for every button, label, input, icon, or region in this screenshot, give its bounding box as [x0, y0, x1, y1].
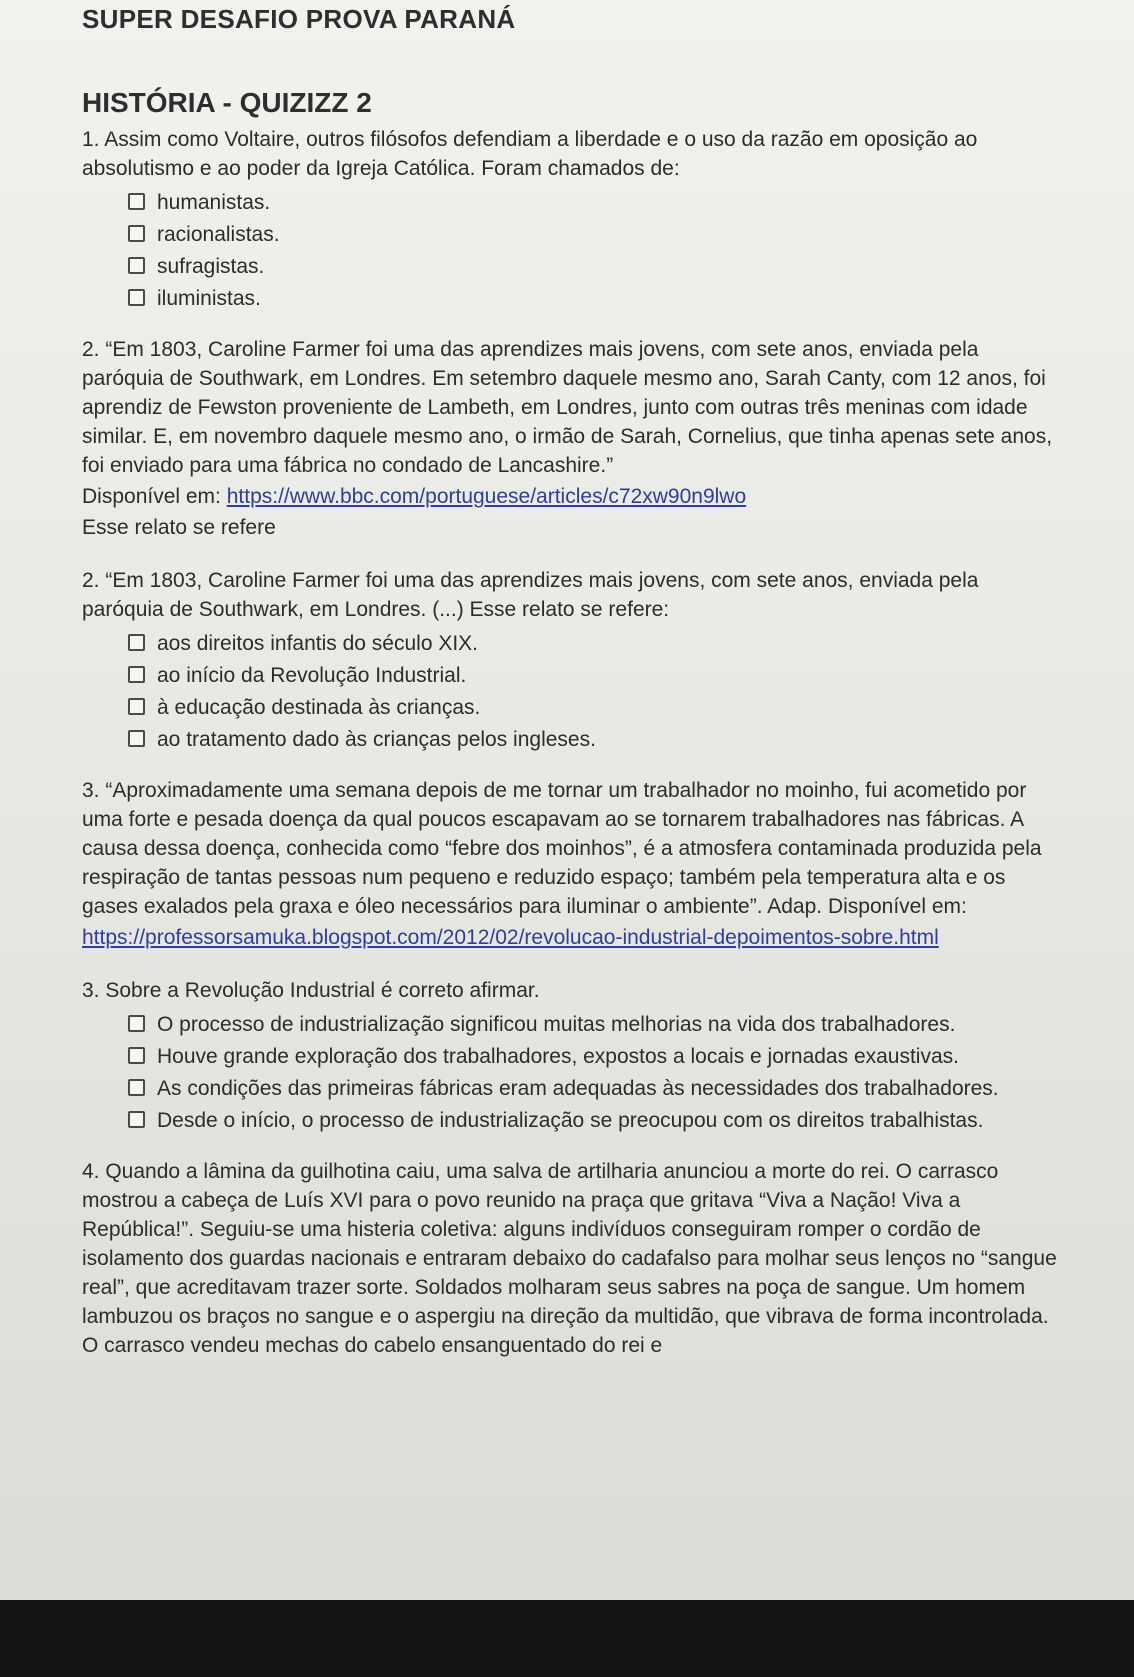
checkbox[interactable]	[128, 225, 145, 242]
source-link[interactable]: https://professorsamuka.blogspot.com/2012/02/revolucao-industrial-depoimentos-sobre.html	[82, 926, 939, 949]
option-q2-c[interactable]	[128, 695, 1062, 720]
option-label: ao tratamento dado às crianças pelos ingleses.	[157, 728, 596, 751]
source-line	[82, 482, 1062, 511]
option-q3-a[interactable]	[128, 1012, 1062, 1037]
question-2-tail: Esse relato se refere	[82, 516, 276, 539]
banner-title: SUPER DESAFIO PROVA PARANÁ	[82, 4, 516, 34]
checkbox[interactable]	[128, 1015, 145, 1032]
question-1-options	[128, 190, 1062, 311]
option-q1-d[interactable]	[128, 286, 1062, 311]
source-line	[82, 923, 1062, 952]
option-label: iluministas.	[157, 287, 261, 310]
checkbox[interactable]	[128, 666, 145, 683]
option-label: à educação destinada às crianças.	[157, 696, 481, 719]
option-label: humanistas.	[157, 191, 271, 214]
question-4-text: 4. Quando a lâmina da guilhotina caiu, uma salva de artilharia anunciou a morte do rei. O carrasco mostrou a cabeça de Luís XVI para o povo reunido na praça que gritava “Viva a Nação! Viva a República!”. Seguiu-se uma histeria coletiva: alguns indivíduos conseguiram romper o cordão de isolamento dos guardas nacionais e entraram debaixo do cadafalso para molhar seus lenços no “sangue real”, que acreditavam trazer sorte. Soldados molharam seus sabres na poça de sangue. Um homem lambuzou os braços no sangue e o aspergiu na direção da multidão, que vibrava de forma incontrolada. O carrasco vendeu mechas do cabelo ensanguentado do rei e	[82, 1160, 1057, 1357]
option-label: O processo de industrialização significou muitas melhorias na vida dos trabalhadores.	[157, 1013, 956, 1036]
option-label: Houve grande exploração dos trabalhadores, expostos a locais e jornadas exaustivas.	[157, 1045, 959, 1068]
option-label: ao início da Revolução Industrial.	[157, 664, 467, 687]
question-2-options	[128, 631, 1062, 752]
section-title: HISTÓRIA - QUIZIZZ 2	[82, 87, 372, 118]
checkbox[interactable]	[128, 1111, 145, 1128]
option-q3-c[interactable]	[128, 1076, 1062, 1101]
checkbox[interactable]	[128, 698, 145, 715]
option-q2-a[interactable]	[128, 631, 1062, 656]
option-q1-b[interactable]	[128, 222, 1062, 247]
question-3-options	[128, 1012, 1062, 1133]
option-label: Desde o início, o processo de industrialização se preocupou com os direitos trabalhistas.	[157, 1109, 984, 1132]
option-q1-a[interactable]	[128, 190, 1062, 215]
checkbox[interactable]	[128, 257, 145, 274]
option-label: racionalistas.	[157, 223, 280, 246]
option-q3-d[interactable]	[128, 1108, 1062, 1133]
option-label: aos direitos infantis do século XIX.	[157, 632, 479, 655]
option-q1-c[interactable]	[128, 254, 1062, 279]
document-content	[82, 0, 1062, 1360]
checkbox[interactable]	[128, 634, 145, 651]
option-label: As condições das primeiras fábricas eram adequadas às necessidades dos trabalhadores.	[157, 1077, 999, 1100]
checkbox[interactable]	[128, 730, 145, 747]
question-2-text: 2. “Em 1803, Caroline Farmer foi uma das aprendizes mais jovens, com sete anos, enviada pela paróquia de Southwark, em Londres. (...) Esse relato se refere:	[82, 569, 979, 621]
option-q2-b[interactable]	[128, 663, 1062, 688]
checkbox[interactable]	[128, 1079, 145, 1096]
checkbox[interactable]	[128, 193, 145, 210]
question-3-context: 3. “Aproximadamente uma semana depois de me tornar um trabalhador no moinho, fui acometido por uma forte e pesada doença da qual poucos escapavam ao se tornarem trabalhadores nas fábricas. A causa dessa doença, conhecida como “febre dos moinhos”, é a atmosfera contaminada produzida pela respiração de tantas pessoas num pequeno e reduzido espaço; também pela temperatura alta e os gases exalados pela graxa e óleo necessários para iluminar o ambiente”. Adap. Disponível em:	[82, 779, 1042, 918]
question-1-text: 1. Assim como Voltaire, outros filósofos defendiam a liberdade e o uso da razão em oposição ao absolutismo e ao poder da Igreja Católica. Foram chamados de:	[82, 128, 978, 180]
question-2-context: 2. “Em 1803, Caroline Farmer foi uma das aprendizes mais jovens, com sete anos, enviada pela paróquia de Southwark, em Londres. Em setembro daquele mesmo ano, Sarah Canty, com 12 anos, foi aprendiz de Fewston proveniente de Lambeth, em Londres, junto com outras três meninas com idade similar. E, em novembro daquele mesmo ano, o irmão de Sarah, Cornelius, que tinha apenas sete anos, foi enviado para uma fábrica no condado de Lancashire.”	[82, 338, 1053, 477]
checkbox[interactable]	[128, 1047, 145, 1064]
option-q2-d[interactable]	[128, 727, 1062, 752]
option-label: sufragistas.	[157, 255, 265, 278]
option-q3-b[interactable]	[128, 1044, 1062, 1069]
screen-bottom-bezel	[0, 1600, 1134, 1677]
source-link[interactable]: https://www.bbc.com/portuguese/articles/c72xw90n9lwo	[226, 485, 747, 508]
question-3-text: 3. Sobre a Revolução Industrial é correto afirmar.	[82, 979, 540, 1002]
source-label: Disponível em:	[82, 485, 227, 508]
checkbox[interactable]	[128, 289, 145, 306]
